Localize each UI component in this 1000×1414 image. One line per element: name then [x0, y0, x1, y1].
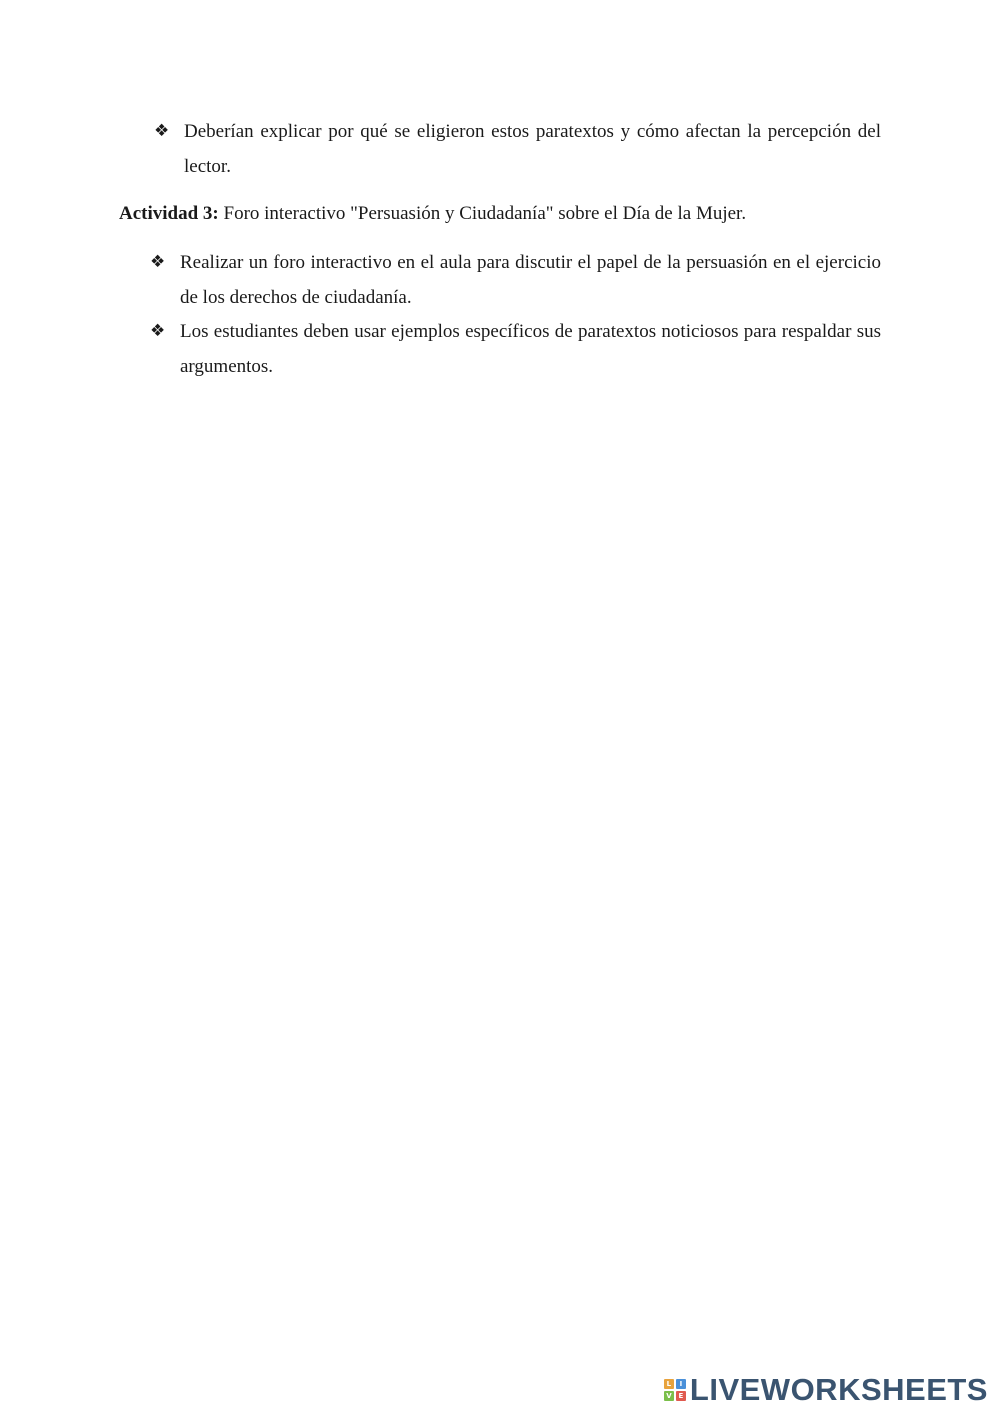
logo-square-i: I [676, 1379, 686, 1389]
logo-square-v: V [664, 1391, 674, 1401]
diamond-bullet-icon: ❖ [150, 252, 166, 272]
logo-squares-icon [664, 1379, 686, 1401]
bullet-item [150, 245, 881, 315]
activity-description: Foro interactivo "Persuasión y Ciudadanía" sobre el Día de la Mujer. [218, 203, 747, 224]
diamond-bullet-icon: ❖ [150, 321, 166, 341]
activity-label: Actividad 3: [119, 203, 219, 224]
liveworksheets-logo [664, 1372, 988, 1408]
logo-wordmark: LIVEWORKSHEETS [689, 1372, 988, 1407]
bullet-item [154, 114, 881, 184]
bullet-text: Los estudiantes deben usar ejemplos específicos de paratextos noticiosos para respaldar sus argumentos. [180, 321, 881, 377]
logo-square-e: E [676, 1391, 686, 1401]
bullet-text: Deberían explicar por qué se eligieron estos paratextos y cómo afectan la percepción del lector. [184, 121, 881, 177]
activity-heading [119, 196, 746, 231]
logo-square-l: L [664, 1379, 674, 1389]
bullet-text: Realizar un foro interactivo en el aula para discutir el papel de la persuasión en el ejercicio de los derechos de ciudadanía. [180, 252, 881, 308]
diamond-bullet-icon: ❖ [154, 121, 170, 141]
bullet-item [150, 314, 881, 384]
